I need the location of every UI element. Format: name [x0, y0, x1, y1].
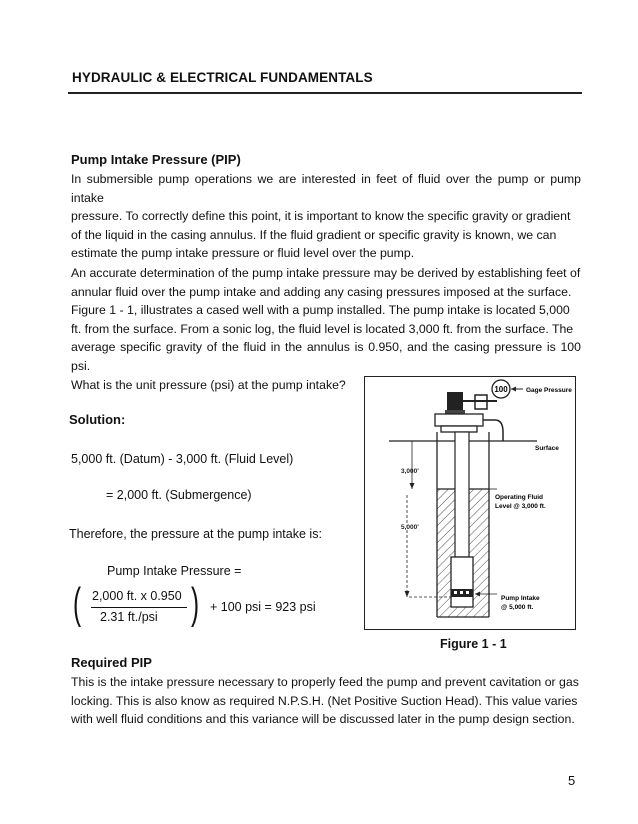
paragraph-line: This is the intake pressure necessary to properly feed the pump and prevent cavitation or gas [71, 675, 579, 689]
fraction-numerator: 2,000 ft. x 0.950 [92, 589, 182, 603]
fraction-denominator: 2.31 ft./psi [100, 610, 158, 624]
paragraph-line: of the liquid in the casing annulus. If the fluid gradient or specific gravity is known, we can [71, 227, 557, 242]
pump-intake-holes [454, 591, 469, 594]
depth-5000-arrowhead-icon [405, 591, 410, 597]
submersible-pump [451, 557, 473, 607]
solution-therefore: Therefore, the pressure at the pump intake is: [69, 527, 322, 541]
paragraph-line: average specific gravity of the fluid in the annulus is 0.950, and the casing pressure is 100 psi. [71, 340, 581, 373]
left-parenthesis: ( [73, 579, 82, 628]
gauge-value: 100 [494, 385, 508, 394]
header-divider [68, 92, 582, 94]
solution-step-2: = 2,000 ft. (Submergence) [106, 488, 252, 502]
depth-3000-arrowhead-icon [410, 483, 415, 489]
required-pip-paragraph [71, 673, 581, 729]
gauge-arrow-icon [511, 387, 516, 392]
pip-equation-label: Pump Intake Pressure = [107, 564, 242, 578]
depth-5000-label: 5,000' [401, 524, 419, 531]
casing-head [435, 414, 483, 426]
figure-caption: Figure 1 - 1 [440, 637, 507, 651]
pump-intake-label-1: Pump Intake [501, 595, 540, 602]
page-header-title: HYDRAULIC & ELECTRICAL FUNDAMENTALS [72, 70, 373, 85]
paragraph-line: estimate the pump intake pressure or fluid level over the pump. [71, 246, 415, 261]
tubing-hanger [441, 426, 477, 432]
paragraph-line: with well fluid conditions and this variance will be discussed later in the pump design section. [71, 712, 575, 727]
gage-pressure-label: Gage Pressure [526, 387, 572, 394]
paragraph-line: locking. This is also know as required N.P.S.H. (Net Positive Suction Head). This value varies [71, 693, 578, 708]
solution-step-1: 5,000 ft. (Datum) - 3,000 ft. (Fluid Level) [71, 452, 294, 466]
well-diagram [365, 377, 574, 628]
production-tubing [455, 432, 469, 557]
section-title-pip: Pump Intake Pressure (PIP) [71, 152, 241, 167]
fraction-bar [91, 607, 187, 608]
paragraph-line: annular fluid over the pump intake and adding any casing pressures imposed at the surface. [71, 284, 572, 299]
section-pip-paragraph [71, 170, 581, 263]
paragraph-line: What is the unit pressure (psi) at the pump intake? [71, 377, 346, 392]
fluid-level-label-2: Level @ 3,000 ft. [495, 503, 546, 510]
depth-3000-label: 3,000' [401, 468, 419, 475]
fluid-level-label-1: Operating Fluid [495, 494, 544, 501]
figure-frame [364, 376, 576, 630]
section-title-required-pip: Required PIP [71, 655, 152, 670]
solution-heading: Solution: [69, 412, 126, 427]
equation-result: + 100 psi = 923 psi [210, 600, 316, 614]
paragraph-line: ft. from the surface. From a sonic log, the fluid level is located 3,000 ft. from the surface. The [71, 321, 574, 336]
page-number: 5 [568, 773, 576, 788]
surface-label: Surface [535, 445, 559, 452]
paragraph-line: In submersible pump operations we are interested in feet of fluid over the pump or pump intake [71, 172, 581, 205]
pump-intake-label-2: @ 5,000 ft. [501, 604, 534, 611]
paragraph-line: Figure 1 - 1, illustrates a cased well with a pump installed. The pump intake is located 5,000 [71, 303, 570, 318]
right-parenthesis: ) [191, 579, 200, 628]
paragraph-line: An accurate determination of the pump intake pressure may be derived by establishing feet of [71, 266, 581, 280]
example-paragraph [71, 264, 581, 394]
paragraph-line: pressure. To correctly define this point, it is important to know the specific gravity or gradient [71, 209, 571, 224]
casing-outlet [483, 420, 503, 441]
